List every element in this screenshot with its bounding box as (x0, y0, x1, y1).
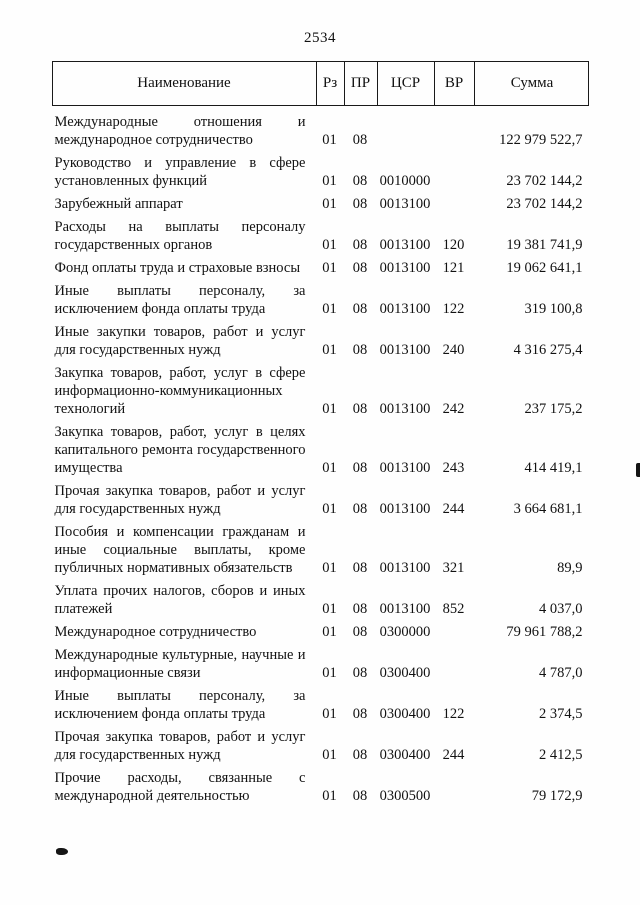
row-rz-cell: 01 (322, 173, 337, 189)
row-sum-cell: 79 172,9 (531, 788, 583, 804)
row-pr-cell: 08 (352, 747, 368, 763)
table-row (52, 477, 589, 518)
table-row (52, 418, 589, 477)
row-rz-cell: 01 (322, 624, 337, 640)
budget-table (52, 61, 589, 805)
row-csr-cell: 0300400 (379, 665, 431, 681)
row-name-cell: Прочие расходы, связанные с международной деятельностью (54, 770, 306, 804)
row-csr-cell: 0013100 (379, 301, 431, 317)
row-pr-cell: 08 (352, 237, 368, 253)
table-row (52, 764, 589, 805)
row-vr-cell: 852 (442, 601, 465, 617)
table-row (52, 318, 589, 359)
row-csr-cell: 0300400 (379, 706, 431, 722)
page-number: 2534 (304, 30, 336, 46)
row-csr-cell: 0300500 (379, 788, 431, 804)
row-name-cell: Международные отношения и международное сотрудничество (54, 114, 306, 148)
row-rz-cell: 01 (322, 747, 337, 763)
row-rz-cell: 01 (322, 301, 337, 317)
row-pr-cell: 08 (352, 706, 368, 722)
row-name-cell: Пособия и компенсации гражданам и иные социальные выплаты, кроме публичных нормативных обязательств (54, 524, 306, 576)
row-pr-cell: 08 (352, 196, 368, 212)
row-pr-cell: 08 (352, 342, 368, 358)
row-sum-cell: 19 062 641,1 (506, 260, 583, 276)
row-pr-cell: 08 (352, 788, 368, 804)
row-rz-cell: 01 (322, 196, 337, 212)
row-sum-cell: 122 979 522,7 (499, 132, 583, 148)
header-pr: ПР (345, 62, 378, 105)
row-sum-cell: 4 316 275,4 (513, 342, 583, 358)
row-pr-cell: 08 (352, 560, 368, 576)
row-rz-cell: 01 (322, 601, 337, 617)
table-row (52, 518, 589, 577)
row-sum-cell: 23 702 144,2 (506, 173, 583, 189)
row-pr-cell: 08 (352, 301, 368, 317)
row-sum-cell: 2 412,5 (539, 747, 583, 763)
header-csr: ЦСР (378, 62, 435, 105)
row-pr-cell: 08 (352, 260, 368, 276)
table-row (52, 277, 589, 318)
table-row (52, 190, 589, 213)
row-pr-cell: 08 (352, 601, 368, 617)
row-vr-cell: 120 (442, 237, 465, 253)
header-name: Наименование (53, 62, 317, 105)
row-csr-cell: 0013100 (379, 501, 431, 517)
row-vr-cell: 240 (442, 342, 465, 358)
row-vr-cell: 321 (442, 560, 465, 576)
table-body (52, 106, 589, 805)
row-name-cell: Закупка товаров, работ, услуг в сфере информационно-коммуникационных технологий (54, 365, 306, 417)
row-pr-cell: 08 (352, 665, 368, 681)
table-row (52, 213, 589, 254)
row-name-cell: Иные выплаты персоналу, за исключением фонда оплаты труда (54, 283, 306, 317)
row-name-cell: Международные культурные, научные и информационные связи (54, 647, 306, 681)
table-row (52, 254, 589, 277)
row-pr-cell: 08 (352, 401, 368, 417)
scan-artifact-right-edge (636, 463, 640, 477)
row-rz-cell: 01 (322, 501, 337, 517)
row-name-cell: Международное сотрудничество (54, 624, 257, 640)
row-csr-cell: 0300000 (379, 624, 431, 640)
row-csr-cell: 0300400 (379, 747, 431, 763)
row-vr-cell: 244 (442, 747, 465, 763)
row-csr-cell: 0013100 (379, 401, 431, 417)
row-sum-cell: 2 374,5 (539, 706, 583, 722)
table-row (52, 682, 589, 723)
row-vr-cell: 244 (442, 501, 465, 517)
row-sum-cell: 3 664 681,1 (513, 501, 583, 517)
row-rz-cell: 01 (322, 260, 337, 276)
row-name-cell: Иные закупки товаров, работ и услуг для государственных нужд (54, 324, 306, 358)
row-pr-cell: 08 (352, 501, 368, 517)
table-row (52, 723, 589, 764)
row-rz-cell: 01 (322, 788, 337, 804)
row-pr-cell: 08 (352, 132, 368, 148)
row-rz-cell: 01 (322, 560, 337, 576)
table-header-row (52, 61, 589, 106)
row-sum-cell: 237 175,2 (524, 401, 583, 417)
row-sum-cell: 4 787,0 (539, 665, 583, 681)
row-vr-cell: 122 (442, 706, 465, 722)
header-sum: Сумма (510, 75, 554, 91)
row-vr-cell: 122 (442, 301, 465, 317)
row-rz-cell: 01 (322, 237, 337, 253)
row-rz-cell: 01 (322, 706, 337, 722)
row-csr-cell: 0013100 (379, 560, 431, 576)
row-sum-cell: 23 702 144,2 (506, 196, 583, 212)
row-name-cell: Фонд оплаты труда и страховые взносы (54, 260, 301, 276)
row-csr-cell: 0013100 (379, 601, 431, 617)
row-sum-cell: 4 037,0 (539, 601, 583, 617)
row-vr-cell: 121 (442, 260, 465, 276)
row-vr-cell: 243 (442, 460, 465, 476)
table-row (52, 108, 589, 149)
row-pr-cell: 08 (352, 624, 368, 640)
row-sum-cell: 19 381 741,9 (506, 237, 583, 253)
header-rz: Рз (317, 62, 345, 105)
row-rz-cell: 01 (322, 665, 337, 681)
scan-artifact-bottom-left (56, 848, 68, 855)
row-pr-cell: 08 (352, 173, 368, 189)
row-vr-cell: 242 (442, 401, 465, 417)
row-name-cell: Уплата прочих налогов, сборов и иных платежей (54, 583, 306, 617)
table-row (52, 641, 589, 682)
row-pr-cell: 08 (352, 460, 368, 476)
row-rz-cell: 01 (322, 401, 337, 417)
table-row (52, 577, 589, 618)
row-csr-cell: 0013100 (379, 196, 431, 212)
row-name-cell: Руководство и управление в сфере установленных функций (54, 155, 306, 189)
table-row (52, 618, 589, 641)
row-csr-cell: 0013100 (379, 460, 431, 476)
row-sum-cell: 414 419,1 (524, 460, 583, 476)
row-name-cell: Зарубежный аппарат (54, 196, 183, 212)
row-name-cell: Закупка товаров, работ, услуг в целях капитального ремонта государственного имущества (54, 424, 306, 476)
row-csr-cell: 0013100 (379, 342, 431, 358)
row-name-cell: Иные выплаты персоналу, за исключением фонда оплаты труда (54, 688, 306, 722)
row-sum-cell: 89,9 (557, 560, 583, 576)
row-name-cell: Прочая закупка товаров, работ и услуг для государственных нужд (54, 729, 306, 763)
row-rz-cell: 01 (322, 132, 337, 148)
header-vr: ВР (435, 62, 475, 105)
row-rz-cell: 01 (322, 342, 337, 358)
table-row (52, 359, 589, 418)
row-csr-cell: 0013100 (379, 237, 431, 253)
row-csr-cell: 0010000 (379, 173, 431, 189)
table-row (52, 149, 589, 190)
row-sum-cell: 79 961 788,2 (506, 624, 583, 640)
row-rz-cell: 01 (322, 460, 337, 476)
row-name-cell: Прочая закупка товаров, работ и услуг для государственных нужд (54, 483, 306, 517)
row-sum-cell: 319 100,8 (524, 301, 583, 317)
row-name-cell: Расходы на выплаты персоналу государственных органов (54, 219, 306, 253)
row-csr-cell: 0013100 (379, 260, 431, 276)
